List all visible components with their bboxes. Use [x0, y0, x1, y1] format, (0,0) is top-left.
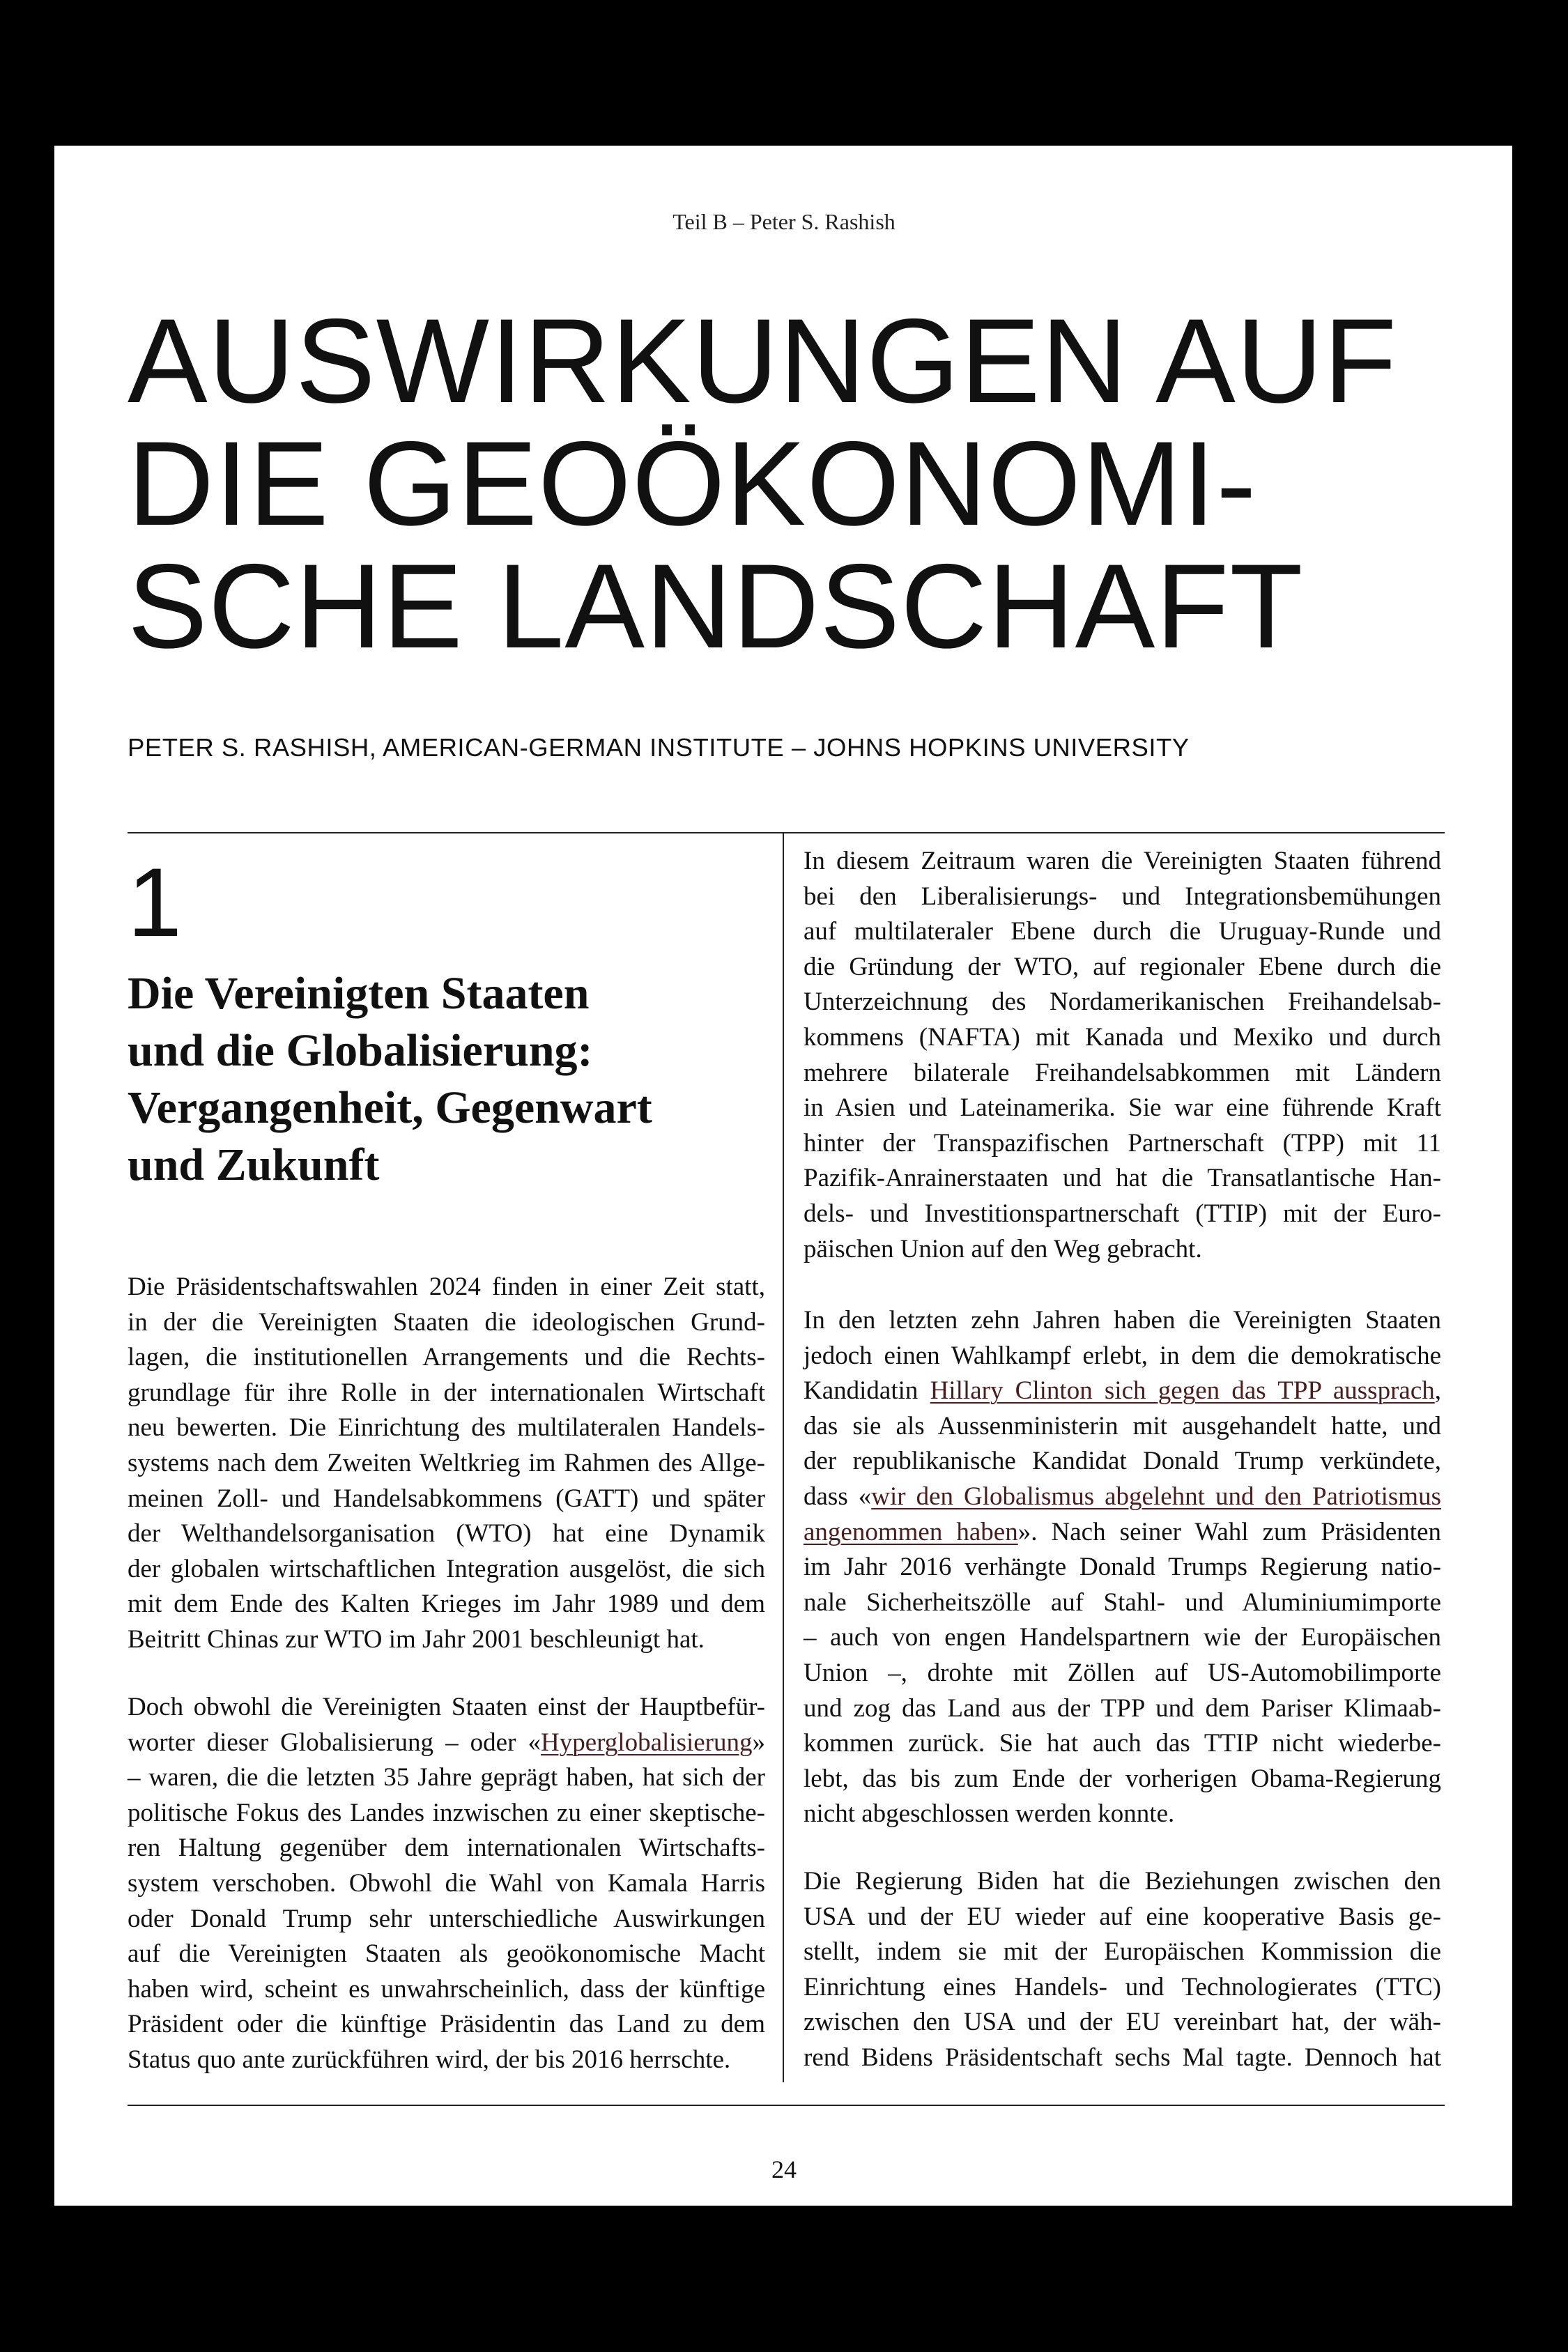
- text-line: die Gründung der WTO, auf regionaler Ebene durch die: [804, 952, 1441, 981]
- title-line: SCHE LANDSCHAFT: [128, 539, 1304, 673]
- column-divider: [783, 833, 784, 2082]
- text-line: in der die Vereinigten Staaten die ideologischen Grund-: [128, 1307, 765, 1337]
- text-line: der Welthandelsorganisation (WTO) hat eine Dynamik: [128, 1519, 765, 1548]
- text-line: hinter der Transpazifischen Partnerschaft (TPP) mit 11: [804, 1128, 1441, 1158]
- text-line: auf die Vereinigten Staaten als geoökonomische Macht: [128, 1939, 765, 1969]
- text-segment: dass «: [804, 1482, 872, 1511]
- text-segment: worter dieser Globalisierung – oder «: [128, 1728, 541, 1757]
- text-line: oder Donald Trump sehr unterschiedliche Auswirkungen: [128, 1904, 765, 1933]
- text-line: Die Regierung Biden hat die Beziehungen zwischen den: [804, 1867, 1441, 1896]
- text-line: in Asien und Lateinamerika. Sie war eine führende Kraft: [804, 1093, 1441, 1123]
- heading-line: und die Globalisierung:: [128, 1025, 593, 1076]
- text-line: kommens (NAFTA) mit Kanada und Mexiko und durch: [804, 1022, 1441, 1052]
- text-line: auf multilateraler Ebene durch die Uruguay-Runde und: [804, 917, 1441, 946]
- text-line: Status quo ante zurückführen wird, der bis 2016 herrschte.: [128, 2045, 731, 2074]
- text-line: lebt, das bis zum Ende der vorherigen Obama-Regierung: [804, 1764, 1441, 1793]
- text-line: Unterzeichnung des Nordamerikanischen Freihandelsab-: [804, 987, 1441, 1017]
- inline-link[interactable]: angenommen haben: [804, 1517, 1018, 1546]
- text-line: – waren, die die letzten 35 Jahre geprägt haben, hat sich der: [128, 1763, 765, 1792]
- text-line: USA und der EU wieder auf eine kooperative Basis ge-: [804, 1902, 1441, 1931]
- text-line: lagen, die institutionellen Arrangements und die Rechts-: [128, 1343, 765, 1372]
- text-line: ren Haltung gegenüber dem internationalen Wirtschafts-: [128, 1834, 765, 1863]
- text-line: rend Bidens Präsidentschaft sechs Mal tagte. Dennoch hat: [804, 2043, 1441, 2072]
- text-line: Union –, drohte mit Zöllen auf US-Automobilimporte: [804, 1658, 1441, 1687]
- inline-link[interactable]: Hyperglobalisierung: [541, 1728, 753, 1757]
- text-line: Doch obwohl die Vereinigten Staaten einst der Hauptbefür-: [128, 1693, 765, 1721]
- page-number: 24: [771, 2155, 797, 2183]
- text-line: In den letzten zehn Jahren haben die Vereinigten Staaten: [804, 1306, 1441, 1335]
- text-line: In diesem Zeitraum waren die Vereinigten Staaten führend: [804, 847, 1441, 875]
- text-line: [804, 1374, 1441, 1409]
- text-line: nicht abgeschlossen werden konnte.: [804, 1799, 1175, 1829]
- text-line: mehrere bilaterale Freihandelsabkommen mit Ländern: [804, 1058, 1441, 1087]
- text-line: der globalen wirtschaftlichen Integration ausgelöst, die sich: [128, 1554, 765, 1583]
- text-line: Einrichtung eines Handels- und Technologierates (TTC): [804, 1972, 1441, 2001]
- text-segment: ». Nach seiner Wahl zum Präsidenten: [1017, 1517, 1442, 1546]
- text-line: Pazifik-Anrainerstaaten und hat die Transatlantische Han-: [804, 1164, 1441, 1193]
- inline-link[interactable]: Hillary Clinton sich gegen das TPP aussprach: [930, 1376, 1435, 1406]
- text-segment: Kandidatin: [804, 1376, 930, 1406]
- text-line: Beitritt Chinas zur WTO im Jahr 2001 beschleunigt hat.: [128, 1624, 705, 1654]
- text-line: und zog das Land aus der TPP und dem Pariser Klimaab-: [804, 1693, 1441, 1723]
- title-line: DIE GEOÖKONOMI-: [128, 417, 1257, 551]
- text-line: Die Präsidentschaftswahlen 2024 finden in einer Zeit statt,: [128, 1273, 765, 1301]
- section-number: 1: [128, 847, 182, 957]
- text-segment: ,: [1434, 1376, 1441, 1406]
- heading-line: Vergangenheit, Gegenwart: [128, 1082, 652, 1133]
- text-line: neu bewerten. Die Einrichtung des multilateralen Handels-: [128, 1413, 765, 1443]
- text-line: der republikanische Kandidat Donald Trump verkündete,: [804, 1447, 1441, 1476]
- author-byline: PETER S. RASHISH, AMERICAN-GERMAN INSTITUTE – JOHNS HOPKINS UNIVERSITY: [128, 733, 1190, 762]
- text-line: das sie als Aussenministerin mit ausgehandelt hatte, und: [804, 1411, 1441, 1440]
- right-paragraph-3: [804, 1864, 1441, 2076]
- heading-line: und Zukunft: [128, 1139, 380, 1190]
- text-line: mit dem Ende des Kalten Krieges im Jahr 1989 und dem: [128, 1590, 765, 1619]
- title-line: AUSWIRKUNGEN AUF: [128, 294, 1398, 428]
- text-line: jedoch einen Wahlkampf erlebt, in dem die demokratische: [804, 1341, 1441, 1370]
- right-paragraph-2: [804, 1303, 1441, 1832]
- text-line: päischen Union auf den Weg gebracht.: [804, 1234, 1202, 1263]
- text-line: Präsident oder die künftige Präsidentin das Land zu dem: [128, 2010, 765, 2039]
- article-title: [128, 294, 1398, 673]
- left-paragraph-1: [128, 1270, 765, 1658]
- text-line: [128, 1725, 765, 1761]
- text-segment: »: [752, 1728, 765, 1757]
- text-line: nale Sicherheitszölle auf Stahl- und Aluminiumimporte: [804, 1588, 1441, 1617]
- text-line: politische Fokus des Landes inzwischen zu einer skeptische-: [128, 1798, 765, 1827]
- text-line: system verschoben. Obwohl die Wahl von Kamala Harris: [128, 1868, 765, 1898]
- text-line: grundlage für ihre Rolle in der internationalen Wirtschaft: [128, 1378, 765, 1407]
- text-line: zwischen den USA und der EU vereinbart hat, der wäh-: [804, 2008, 1441, 2037]
- heading-line: Die Vereinigten Staaten: [128, 968, 590, 1019]
- text-line: [804, 1479, 1441, 1515]
- inline-link[interactable]: wir den Globalismus abgelehnt und den Patriotismus: [871, 1482, 1441, 1511]
- text-line: meinen Zoll- und Handelsabkommens (GATT) und später: [128, 1484, 765, 1513]
- text-line: haben wird, scheint es unwahrscheinlich, dass der künftige: [128, 1974, 765, 2004]
- text-line: kommen zurück. Sie hat auch das TTIP nicht wiederbe-: [804, 1729, 1441, 1758]
- text-line: im Jahr 2016 verhängte Donald Trumps Regierung natio-: [804, 1553, 1441, 1582]
- left-paragraph-2: [128, 1690, 765, 2078]
- bottom-rule: [128, 2105, 1445, 2106]
- text-line: – auch von engen Handelspartnern wie der Europäischen: [804, 1623, 1441, 1652]
- section-heading: [128, 965, 652, 1194]
- text-line: bei den Liberalisierungs- und Integrationsbemühungen: [804, 882, 1441, 911]
- text-line: stellt, indem sie mit der Europäischen Kommission die: [804, 1937, 1441, 1967]
- right-paragraph-1: [804, 844, 1441, 1267]
- text-line: systems nach dem Zweiten Weltkrieg im Rahmen des Allge-: [128, 1448, 765, 1477]
- top-rule: [128, 832, 1445, 833]
- running-header: Teil B – Peter S. Rashish: [672, 209, 896, 234]
- text-line: [804, 1515, 1441, 1551]
- text-line: dels- und Investitionspartnerschaft (TTIP) mit der Euro-: [804, 1199, 1441, 1228]
